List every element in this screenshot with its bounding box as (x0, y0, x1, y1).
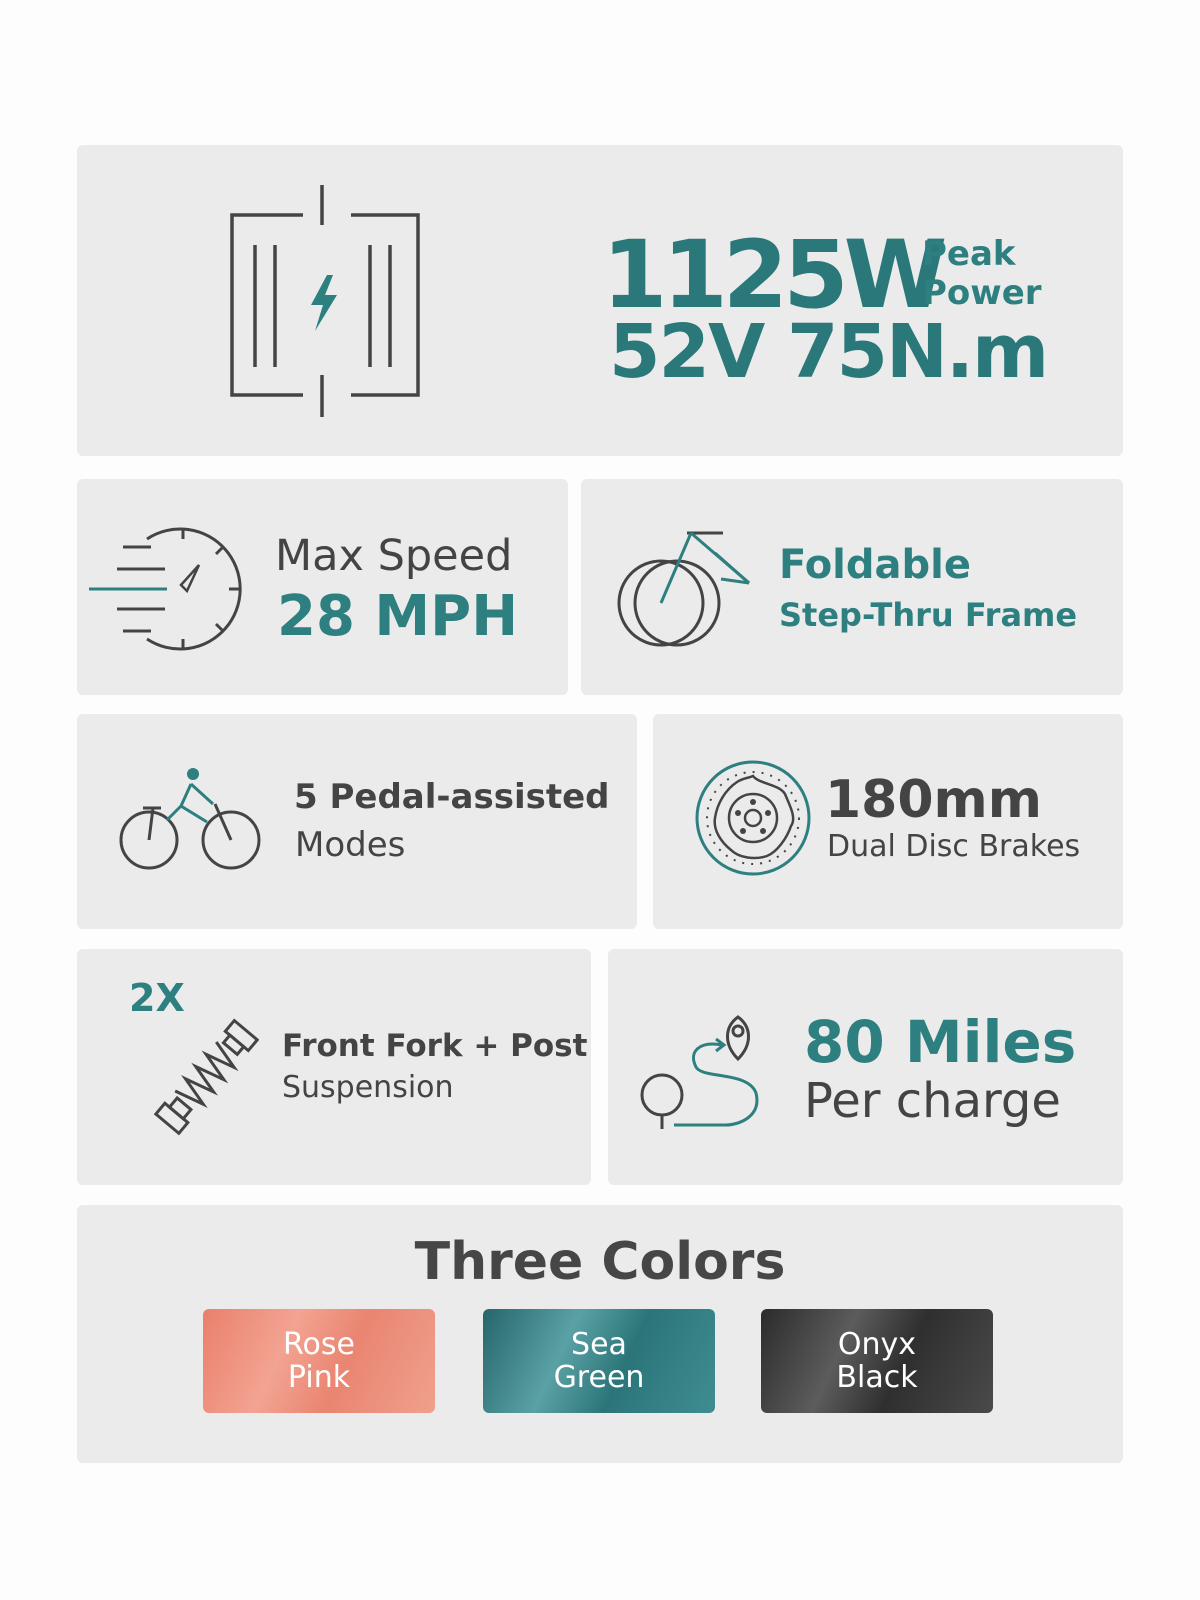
peak-label-line1: Peak (922, 234, 1016, 274)
foldable-label: Foldable (779, 542, 971, 588)
swatch-label-line1: Sea (571, 1327, 627, 1362)
swatch-label-line1: Rose (283, 1327, 355, 1362)
speed-card (77, 479, 568, 695)
speedometer-icon (89, 525, 249, 653)
swatch-label-line1: Onyx (837, 1327, 917, 1362)
brake-type-label: Dual Disc Brakes (827, 829, 1081, 864)
suspension-label: Suspension (282, 1070, 454, 1105)
peak-power-label (922, 235, 1042, 313)
swatch-label-line2: Pink (287, 1360, 351, 1395)
color-swatch-sea-green[interactable] (483, 1309, 715, 1413)
color-swatch-rose-pink[interactable] (203, 1309, 435, 1413)
brakes-card (653, 714, 1123, 929)
route-map-icon (638, 1007, 778, 1143)
voltage-torque: 52V 75N.m (609, 309, 1048, 395)
peak-label-line2: Power (922, 273, 1042, 313)
max-speed-label: Max Speed (275, 531, 513, 581)
cyclist-icon (119, 768, 263, 872)
range-label: Per charge (804, 1073, 1061, 1129)
pedal-modes-label: Modes (295, 825, 406, 865)
power-wattage: 1125W (602, 221, 943, 330)
shock-absorber-icon (149, 1015, 259, 1145)
range-card (608, 949, 1123, 1185)
folding-bike-icon (617, 529, 757, 649)
brake-size: 180mm (825, 770, 1042, 830)
colors-title: Three Colors (414, 1232, 786, 1292)
pedal-modes-count: 5 Pedal-assisted (294, 777, 610, 817)
max-speed-value: 28 MPH (277, 584, 519, 649)
disc-brake-icon (693, 758, 813, 878)
pedal-assist-card (77, 714, 637, 929)
swatch-label-line2: Black (836, 1360, 918, 1395)
range-value: 80 Miles (804, 1008, 1077, 1076)
frame-card (581, 479, 1123, 695)
swatch-label-line2: Green (553, 1360, 645, 1395)
color-swatch-onyx-black[interactable] (761, 1309, 993, 1413)
suspension-multiplier: 2X (129, 976, 185, 1020)
suspension-card (77, 949, 591, 1185)
suspension-type: Front Fork + Post (282, 1028, 588, 1064)
frame-type-label: Step-Thru Frame (779, 596, 1078, 634)
power-card (77, 145, 1123, 456)
battery-motor-icon (227, 183, 427, 419)
